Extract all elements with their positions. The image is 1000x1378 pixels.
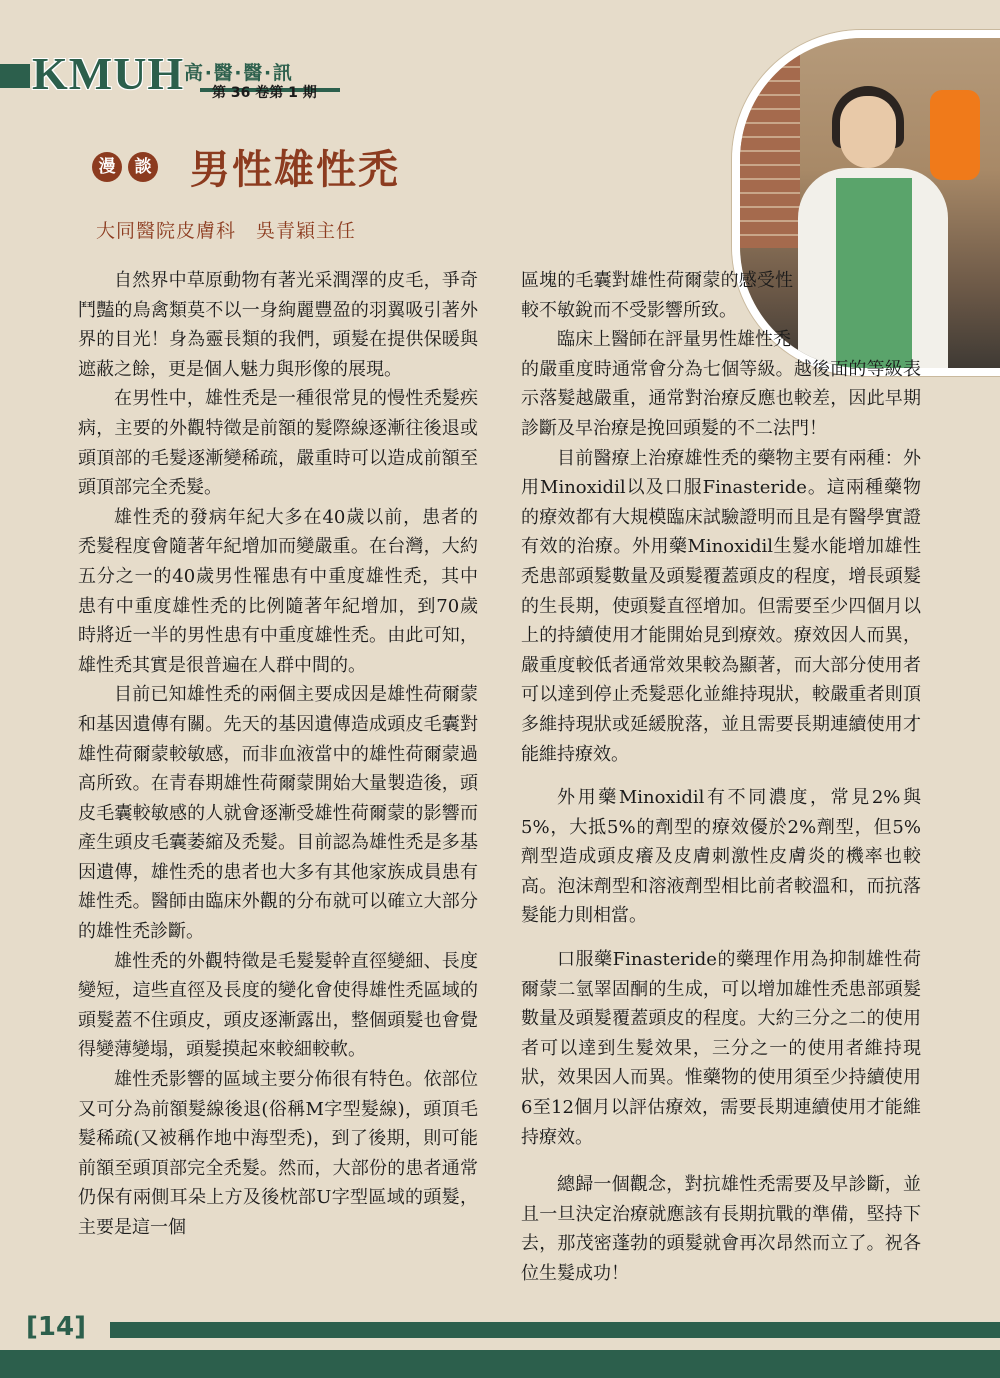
- magazine-name: 高‧醫‧醫‧訊: [184, 62, 294, 84]
- paragraph: 口服藥Finasteride的藥理作用為抑制雄性荷爾蒙二氫睪固酮的生成，可以增加雄性禿患部頭髮數量及頭髮覆蓋頭皮的程度。大約三分之二的使用者可以達到生髮效果，三分之一的使用者維持現狀，效果因人而異。惟藥物的使用須至少持續使用6至12個月以評估療效，需要長期連續使用才能維持療效。: [521, 949, 921, 1148]
- paragraph: 雄性禿的發病年紀大多在40歲以前，患者的禿髮程度會隨著年紀增加而變嚴重。在台灣，大約五分之一的40歲男性罹患有中重度雄性禿，其中患有中重度雄性禿的比例隨著年紀增加，到70歲時將近一半的男性患有中重度雄性禿。由此可知，雄性禿其實是很普遍在人群中間的。: [78, 506, 478, 676]
- page-number: [14]: [26, 1312, 86, 1342]
- paragraph: 目前已知雄性禿的兩個主要成因是雄性荷爾蒙和基因遺傳有關。先天的基因遺傳造成頭皮毛囊對雄性荷爾蒙較敏感，而非血液當中的雄性荷爾蒙過高所致。在青春期雄性荷爾蒙開始大量製造後，頭皮毛囊較敏感的人就會逐漸受雄性荷爾蒙的影響而產生頭皮毛囊萎縮及禿髮。目前認為雄性禿是多基因遺傳，雄性禿的患者也大多有其他家族成員患有雄性禿。醫師由臨床外觀的分布就可以確立大部分的雄性禿診斷。: [78, 684, 478, 943]
- footer-bar: [0, 1350, 1000, 1378]
- header-band: [0, 64, 30, 88]
- article-title: 男性雄性禿: [190, 147, 400, 193]
- paragraph-severity-start: 臨床上醫師在評量男性雄性禿: [557, 329, 791, 351]
- issue-number: 第 36 卷第 1 期: [212, 85, 317, 101]
- kmuh-logo: [32, 48, 185, 99]
- conclusion-paragraph: 總歸一個觀念，對抗雄性禿需要及早診斷，並且一旦決定治療就應該有長期抗戰的準備，堅持下去，那茂密蓬勃的頭髮就會再次昂然而立了。祝各位生髮成功！: [521, 1174, 921, 1284]
- paragraph: 雄性禿影響的區域主要分佈很有特色。依部位又可分為前額髮線後退(俗稱M字型髮線)，頭頂毛髮稀疏(又被稱作地中海型禿)，到了後期，則可能前額至頭頂部完全禿髮。然而，大部份的患者通常仍保有兩側耳朵上方及後枕部U字型區域的頭髮，主要是這一個: [78, 1069, 478, 1238]
- paragraph: 外用藥Minoxidil有不同濃度，常見2%與5%，大抵5%的劑型的療效優於2%劑型，但5%劑型造成頭皮癢及皮膚刺激性皮膚炎的機率也較高。泡沫劑型和溶液劑型相比前者較溫和，而抗落髮能力則相當。: [521, 787, 921, 927]
- footer-line: [110, 1322, 1000, 1338]
- paragraph: 在男性中，雄性禿是一種很常見的慢性禿髮疾病，主要的外觀特徵是前額的髮際線逐漸往後退或頭頂部的毛髮逐漸變稀疏，嚴重時可以造成前額至頭頂部完全禿髮。: [78, 388, 478, 499]
- right-column: [521, 266, 921, 1289]
- paragraph-severity-rest: 的嚴重度時通常會分為七個等級。越後面的等級表示落髮越嚴重，通常對治療反應也較差，因此早期診斷及早治療是挽回頭髮的不二法門！: [521, 358, 921, 439]
- paragraph: 目前醫療上治療雄性禿的藥物主要有兩種：外用Minoxidil以及口服Finasteride。這兩種藥物的療效都有大規模臨床試驗證明而且是有醫學實證有效的治療。外用藥Minoxidil生髮水能增加雄性禿患部頭髮數量及頭髮覆蓋頭皮的程度，增長頭髮的生長期，使頭髮直徑增加。但需要至少四個月以上的持續使用才能開始見到療效。療效因人而異，嚴重度較低者通常效果較為顯著，而大部分使用者可以達到停止禿髮惡化並維持現狀，較嚴重者則頂多維持現狀或延緩脫落，並且需要長期連續使用才能維持療效。: [521, 447, 921, 765]
- article-author: 大同醫院皮膚科 吳青穎主任: [96, 220, 357, 242]
- column-tag-tan: 談: [128, 152, 158, 182]
- paragraph: 雄性禿的外觀特徵是毛髮髮幹直徑變細、長度變短，這些直徑及長度的變化會使得雄性禿區域的頭髮蓋不住頭皮，頭皮逐漸露出，整個頭髮也會覺得變薄變塌，頭髮摸起來較細較軟。: [78, 950, 478, 1061]
- column-tag-man: 漫: [92, 152, 122, 182]
- paragraph-continuation: 區塊的毛囊對雄性荷爾蒙的感受性較不敏銳而不受影響所致。: [521, 270, 793, 321]
- paragraph: 自然界中草原動物有著光采潤澤的皮毛，爭奇鬥豔的鳥禽類莫不以一身絢麗豐盈的羽翼吸引著外界的目光！身為靈長類的我們，頭髮在提供保暖與遮蔽之餘，更是個人魅力與形像的展現。: [78, 270, 478, 380]
- logo-text: KMUH: [32, 48, 185, 99]
- left-column: [78, 266, 478, 1243]
